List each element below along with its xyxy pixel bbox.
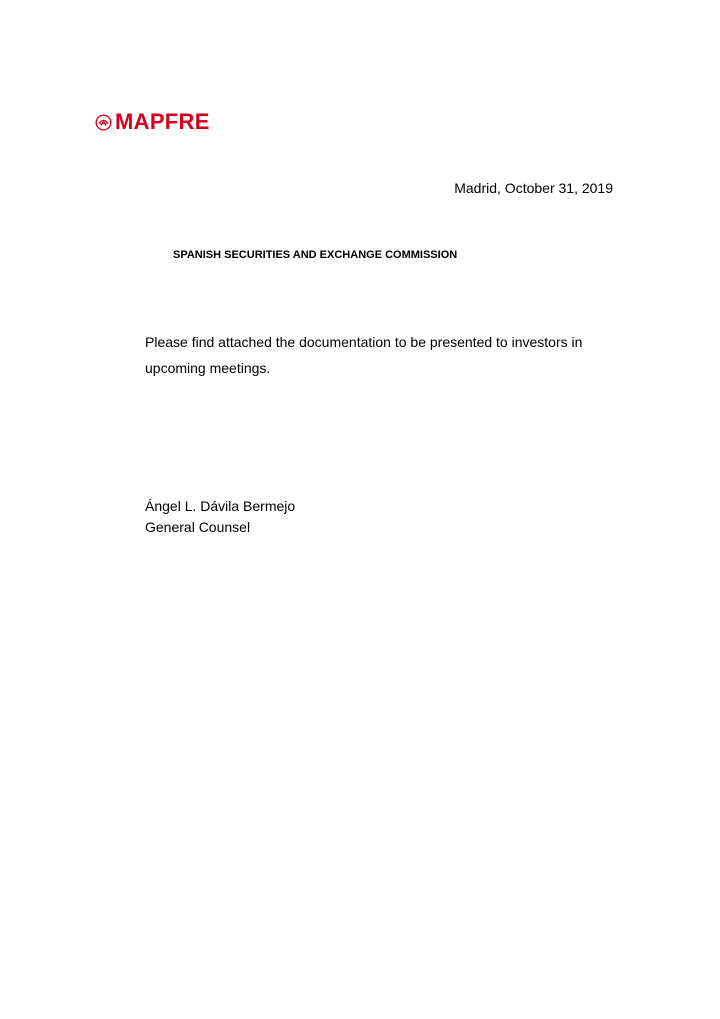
signatory-title: General Counsel (145, 519, 251, 535)
signatory-name: Ángel L. Dávila Bermejo (145, 498, 296, 514)
recipient-heading: SPANISH SECURITIES AND EXCHANGE COMMISSION (173, 249, 458, 261)
mapfre-logo (95, 111, 210, 133)
letter-date: Madrid, October 31, 2019 (454, 180, 613, 196)
letter-body: Please find attached the documentation to be presented to investors in upcoming meetings. (145, 334, 583, 376)
brand-name: MAPFRE (115, 109, 210, 134)
mapfre-emblem-icon (95, 114, 112, 131)
signature-block (145, 496, 295, 538)
